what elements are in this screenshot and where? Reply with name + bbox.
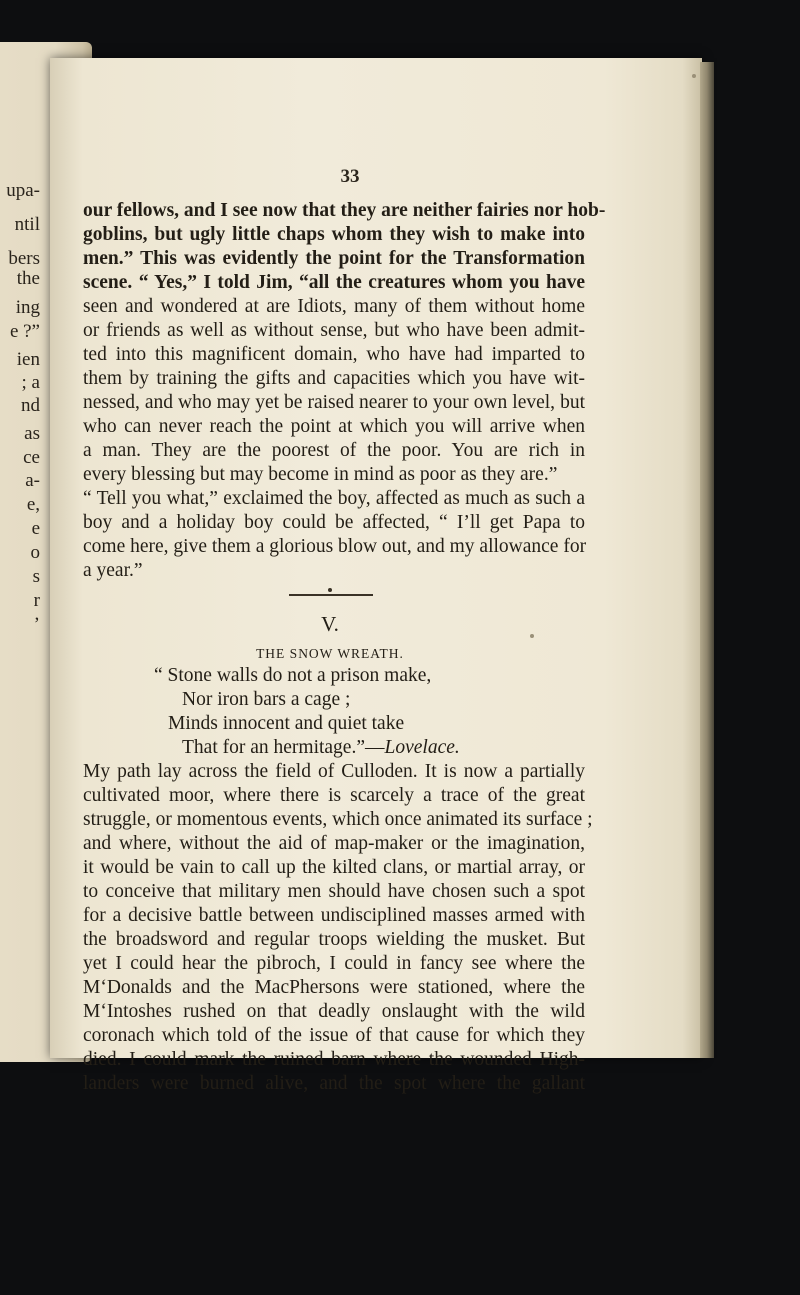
text-line: the broadsword and regular troops wielding the musket. But <box>83 929 585 950</box>
left-page-line: o <box>30 542 40 563</box>
text-line: boy and a holiday boy could be affected, “ I’ll get Papa to <box>83 512 585 533</box>
text-line: come here, give them a glorious blow out, and my allowance for <box>83 536 587 557</box>
text-line: nessed, and who may yet be raised nearer to your own level, but <box>83 392 585 413</box>
text-line: scene. “ Yes,” I told Jim, “all the creatures whom you have <box>83 272 585 293</box>
text-line: for a decisive battle between undisciplined masses armed with <box>83 905 585 926</box>
left-page-line: ce <box>23 447 40 468</box>
text-line: “ Tell you what,” exclaimed the boy, affected as much as such a <box>83 488 585 509</box>
left-page-line: ; a <box>21 372 40 393</box>
text-line: yet I could hear the pibroch, I could in fancy see where the <box>83 953 585 974</box>
text-line: My path lay across the field of Culloden. It is now a partially <box>83 761 585 782</box>
left-page-line: e ?” <box>9 321 40 342</box>
text-line: a man. They are the poorest of the poor. You are rich in <box>83 440 585 461</box>
text-line: M‘Intoshes rushed on that deadly onslaught with the wild <box>83 1001 585 1022</box>
text-line: and where, without the aid of map-maker or the imagination, <box>83 833 585 854</box>
text-line: died. I could mark the ruined barn where the wounded High- <box>83 1049 585 1070</box>
text-line: it would be vain to call up the kilted clans, or martial array, or <box>83 857 585 878</box>
left-page-line: s <box>32 566 40 587</box>
text-line: struggle, or momentous events, which once animated its surface ; <box>83 809 593 830</box>
left-page-line: e, <box>26 494 40 515</box>
left-page-line: as <box>24 423 40 444</box>
text-line: coronach which told of the issue of that cause for which they <box>83 1025 585 1046</box>
paper-fleck <box>692 74 696 78</box>
text-line: ted into this magnificent domain, who have had imparted to <box>83 344 585 365</box>
left-page-line: ’ <box>33 614 40 635</box>
left-page-line: ien <box>16 349 40 370</box>
paper-fleck <box>530 634 534 638</box>
text-line: them by training the gifts and capacities which you have wit- <box>83 368 585 389</box>
text-line: M‘Donalds and the MacPhersons were stationed, where the <box>83 977 585 998</box>
left-page-line: ntil <box>14 214 40 235</box>
text-line: every blessing but may become in mind as poor as they are.” <box>83 464 558 485</box>
left-page-line: bers <box>8 248 40 269</box>
left-page-line: upa- <box>6 180 40 201</box>
page-edge <box>700 62 714 1058</box>
left-page-line: e <box>31 518 40 539</box>
text-line: landers were burned alive, and the spot where the gallant <box>83 1073 585 1094</box>
text-line: or friends as well as without sense, but who have been admit- <box>83 320 585 341</box>
text-line: our fellows, and I see now that they are neither fairies nor hob- <box>83 200 606 221</box>
text-line: goblins, but ugly little chaps whom they wish to make into <box>83 224 585 245</box>
divider-ornament <box>328 588 332 592</box>
left-page-line: r <box>33 590 40 611</box>
verse-attribution: Lovelace. <box>384 737 460 758</box>
left-page-line: the <box>16 268 40 289</box>
text-line: a year.” <box>83 560 143 581</box>
chapter-title: THE SNOW WREATH. <box>256 646 404 661</box>
chapter-number: V. <box>321 612 339 636</box>
section-rule <box>289 594 373 596</box>
verse-line <box>182 736 460 760</box>
left-page-line: nd <box>21 395 40 416</box>
verse-line: Minds innocent and quiet take <box>168 713 405 734</box>
text-line: seen and wondered at are Idiots, many of them without home <box>83 296 585 317</box>
text-line: to conceive that military men should have chosen such a spot <box>83 881 585 902</box>
verse-line: “ Stone walls do not a prison make, <box>154 665 432 686</box>
left-page-line: ing <box>15 297 40 318</box>
text-line: men.” This was evidently the point for the Transformation <box>83 248 585 269</box>
verse-line: Nor iron bars a cage ; <box>182 689 351 710</box>
text-line: cultivated moor, where there is scarcely a trace of the great <box>83 785 585 806</box>
text-line: who can never reach the point at which you will arrive when <box>83 416 585 437</box>
verse-text: That for an hermitage.”— <box>182 737 385 758</box>
page-number: 33 <box>340 166 360 187</box>
left-page-line: a- <box>25 470 40 491</box>
